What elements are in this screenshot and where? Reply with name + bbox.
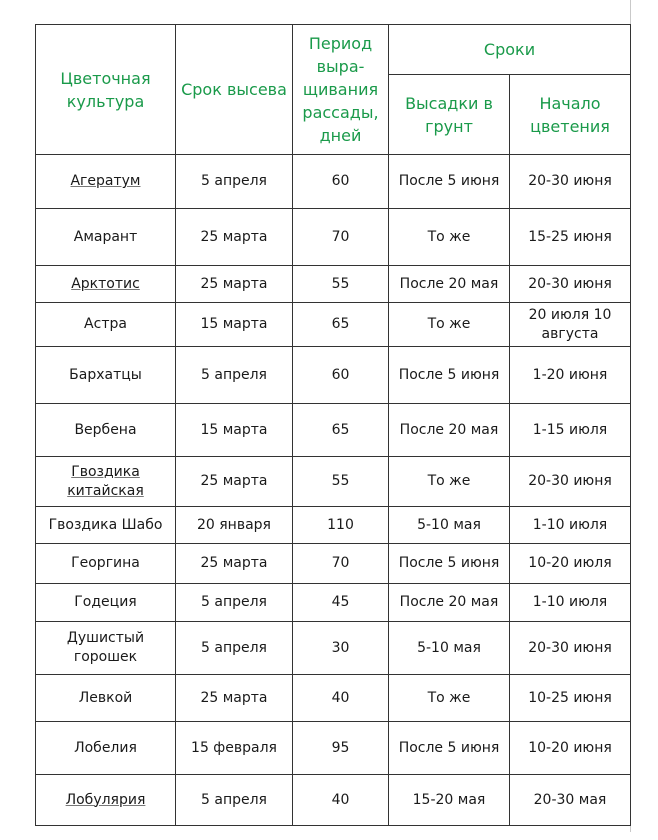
cell-days: 95: [293, 722, 389, 775]
cell-sowing-date: 15 марта: [176, 303, 293, 347]
cell-bloom: 10-25 июня: [510, 675, 631, 722]
cell-days: 65: [293, 303, 389, 347]
table-row: [36, 622, 631, 675]
cell-days: 45: [293, 584, 389, 622]
table-row: [36, 303, 631, 347]
cell-planting: После 5 июня: [389, 347, 510, 404]
cell-bloom: 15-25 июня: [510, 209, 631, 266]
cell-sowing-date: 5 апреля: [176, 584, 293, 622]
cell-planting: То же: [389, 303, 510, 347]
cell-bloom: 20-30 июня: [510, 622, 631, 675]
cell-days: 70: [293, 544, 389, 584]
cell-culture: Годеция: [36, 584, 176, 622]
table-row: [36, 722, 631, 775]
cell-sowing-date: 15 марта: [176, 404, 293, 457]
header-culture: Цветочная культура: [36, 25, 176, 155]
header-planting: Высадки в грунт: [389, 75, 510, 155]
table-row: [36, 404, 631, 457]
cell-planting: 15-20 мая: [389, 775, 510, 826]
cell-culture: Амарант: [36, 209, 176, 266]
cell-bloom: 20-30 июня: [510, 155, 631, 209]
cell-days: 30: [293, 622, 389, 675]
cell-sowing-date: 25 марта: [176, 544, 293, 584]
cell-bloom: 1-10 июля: [510, 584, 631, 622]
cell-bloom: 1-20 июня: [510, 347, 631, 404]
cell-bloom: 20-30 июня: [510, 457, 631, 507]
cell-culture: Бархатцы: [36, 347, 176, 404]
cell-culture: Астра: [36, 303, 176, 347]
cell-culture: Агератум: [36, 155, 176, 209]
cell-culture: Лобелия: [36, 722, 176, 775]
cell-planting: После 20 мая: [389, 404, 510, 457]
cell-sowing-date: 25 марта: [176, 266, 293, 303]
cell-culture: Лобулярия: [36, 775, 176, 826]
cell-culture: Арктотис: [36, 266, 176, 303]
cell-culture: Вербена: [36, 404, 176, 457]
cell-planting: То же: [389, 209, 510, 266]
seedling-schedule-table: [35, 24, 631, 826]
table-row: [36, 584, 631, 622]
table-row: [36, 155, 631, 209]
cell-sowing-date: 20 января: [176, 507, 293, 544]
cell-planting: То же: [389, 457, 510, 507]
cell-culture: Гвоздика китайская: [36, 457, 176, 507]
cell-bloom: 20 июля 10 августа: [510, 303, 631, 347]
table-row: [36, 347, 631, 404]
cell-bloom: 10-20 июля: [510, 544, 631, 584]
table-row: [36, 209, 631, 266]
cell-bloom: 20-30 июня: [510, 266, 631, 303]
header-terms: Сроки: [389, 25, 631, 75]
cell-days: 65: [293, 404, 389, 457]
header-sowing: Срок высева: [176, 25, 293, 155]
cell-sowing-date: 5 апреля: [176, 622, 293, 675]
cell-days: 40: [293, 675, 389, 722]
header-bloom: Начало цветения: [510, 75, 631, 155]
cell-culture: Душистый горошек: [36, 622, 176, 675]
cell-culture: Гвоздика Шабо: [36, 507, 176, 544]
cell-culture: Георгина: [36, 544, 176, 584]
cell-days: 110: [293, 507, 389, 544]
cell-sowing-date: 15 февраля: [176, 722, 293, 775]
cell-planting: То же: [389, 675, 510, 722]
cell-days: 60: [293, 155, 389, 209]
table-body: [36, 155, 631, 826]
cell-culture: Левкой: [36, 675, 176, 722]
cell-bloom: 1-15 июля: [510, 404, 631, 457]
cell-days: 55: [293, 266, 389, 303]
cell-planting: После 20 мая: [389, 584, 510, 622]
table-row: [36, 675, 631, 722]
cell-sowing-date: 5 апреля: [176, 155, 293, 209]
cell-days: 40: [293, 775, 389, 826]
table-row: [36, 507, 631, 544]
cell-sowing-date: 5 апреля: [176, 775, 293, 826]
header-period: Период выра-щивания рассады, дней: [293, 25, 389, 155]
cell-days: 60: [293, 347, 389, 404]
table-row: [36, 544, 631, 584]
cell-bloom: 1-10 июля: [510, 507, 631, 544]
cell-planting: После 5 июня: [389, 155, 510, 209]
cell-days: 70: [293, 209, 389, 266]
cell-bloom: 20-30 мая: [510, 775, 631, 826]
cell-sowing-date: 5 апреля: [176, 347, 293, 404]
table-row: [36, 457, 631, 507]
cell-sowing-date: 25 марта: [176, 209, 293, 266]
table-row: [36, 266, 631, 303]
cell-planting: 5-10 мая: [389, 622, 510, 675]
cell-days: 55: [293, 457, 389, 507]
page-bottom-crop: [0, 832, 658, 840]
cell-bloom: 10-20 июня: [510, 722, 631, 775]
cell-planting: 5-10 мая: [389, 507, 510, 544]
cell-sowing-date: 25 марта: [176, 457, 293, 507]
cell-planting: После 5 июня: [389, 544, 510, 584]
table-header: [36, 25, 631, 155]
table-row: [36, 775, 631, 826]
cell-planting: После 20 мая: [389, 266, 510, 303]
cell-sowing-date: 25 марта: [176, 675, 293, 722]
cell-planting: После 5 июня: [389, 722, 510, 775]
